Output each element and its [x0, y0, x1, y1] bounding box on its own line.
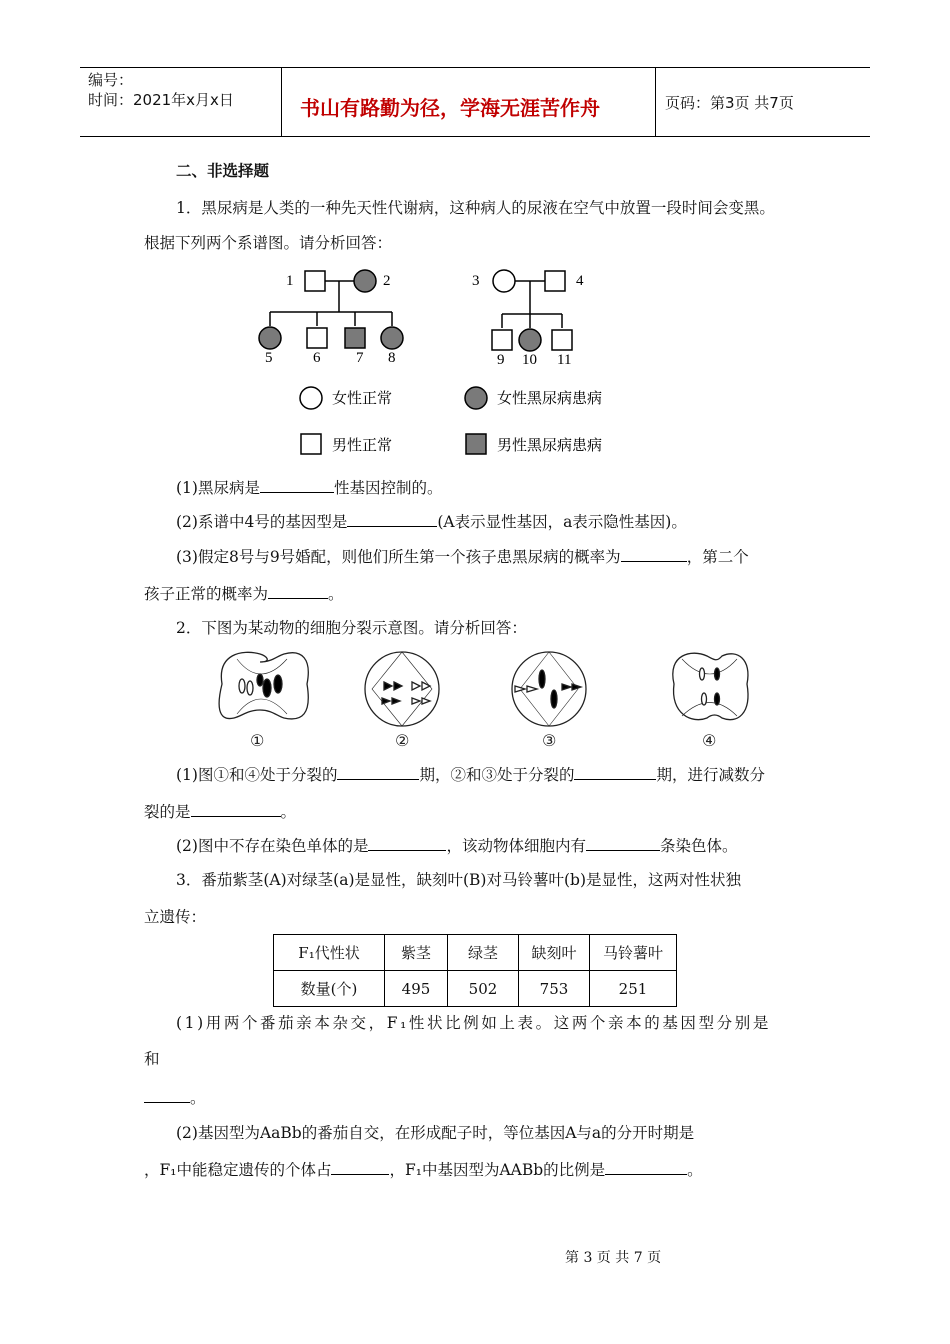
q2-sub2-blank1[interactable] — [368, 834, 446, 851]
pedigree-label-6: 6 — [313, 350, 321, 366]
table-cell: 495 — [385, 971, 448, 1007]
q2-sub1-blank2[interactable] — [574, 763, 656, 780]
page-footer: 第 3 页 共 7 页 — [565, 1250, 662, 1266]
legend-male-normal-label: 男性正常 — [332, 436, 393, 454]
pedigree-label-8: 8 — [388, 350, 396, 366]
f1-trait-table — [273, 934, 677, 1007]
q1-intro-line1: 1．黑尿病是人类的一种先天性代谢病，这种病人的尿液在空气中放置一段时间会变黑。 — [176, 199, 775, 217]
q2-intro: 2．下图为某动物的细胞分裂示意图。请分析回答： — [176, 619, 527, 637]
header-divider-right — [655, 67, 656, 136]
individual-6-male-normal — [307, 328, 327, 348]
q1-sub1: (1)黑尿病是 性基因控制的。 — [176, 476, 442, 499]
header-number-label: 编号： — [88, 71, 134, 89]
header-motto: 书山有路勤为径，学海无涯苦作舟 — [300, 96, 600, 120]
pedigree-family-2 — [492, 270, 572, 351]
table-header-cell: F₁代性状 — [274, 935, 385, 971]
pedigree-label-4: 4 — [576, 273, 584, 289]
individual-11-male-normal — [552, 330, 572, 350]
q1-sub3-blank1[interactable] — [621, 545, 687, 562]
q1-sub2: (2)系谱中4号的基因型是 (A表示显性基因，a表示隐性基因)。 — [176, 510, 687, 533]
cell-label-3: ③ — [542, 731, 557, 750]
pedigree-label-10: 10 — [522, 352, 537, 368]
individual-5-female-affected — [259, 327, 281, 349]
q1-sub1-blank[interactable] — [260, 476, 334, 493]
cell-2 — [365, 652, 439, 726]
pedigree-label-3: 3 — [472, 273, 480, 289]
table-header-cell: 紫茎 — [385, 935, 448, 971]
table-header-cell: 缺刻叶 — [519, 935, 590, 971]
q2-sub2-blank2[interactable] — [586, 834, 660, 851]
pedigree-diagram — [250, 262, 640, 462]
table-cell: 数量(个) — [274, 971, 385, 1007]
table-header-cell: 绿茎 — [448, 935, 519, 971]
header-page-label: 页码：第3页 共7页 — [665, 94, 794, 112]
q2-sub2: (2)图中不存在染色单体的是 ，该动物体细胞内有 条染色体。 — [176, 834, 738, 857]
table-cell: 502 — [448, 971, 519, 1007]
header-time-label: 时间：2021年x月x日 — [88, 91, 234, 109]
table-cell: 753 — [519, 971, 590, 1007]
pedigree-label-9: 9 — [497, 352, 505, 368]
cell-label-1: ① — [250, 731, 265, 750]
cell-1 — [219, 652, 308, 719]
legend-male-affected-symbol — [466, 434, 486, 454]
legend-female-normal-label: 女性正常 — [332, 389, 393, 407]
legend-female-affected-symbol — [465, 387, 487, 409]
individual-9-male-normal — [492, 330, 512, 350]
q1-sub3-blank2[interactable] — [268, 582, 328, 599]
legend-male-affected-label: 男性黑尿病患病 — [497, 436, 603, 454]
q3-sub1-blank[interactable] — [144, 1086, 190, 1103]
table-header-cell: 马铃薯叶 — [590, 935, 677, 971]
individual-3-female-normal — [493, 270, 515, 292]
header-divider-left — [281, 67, 282, 136]
pedigree-family-1 — [259, 270, 403, 349]
q2-sub1-blank3[interactable] — [191, 800, 281, 817]
header-bottom-rule — [80, 136, 870, 137]
individual-1-male-normal — [305, 271, 325, 291]
legend-female-normal-symbol — [300, 387, 322, 409]
cell-label-2: ② — [395, 731, 410, 750]
cell-label-4: ④ — [702, 731, 717, 750]
q2-sub1-line1: (1)图①和④处于分裂的 期，②和③处于分裂的 期，进行减数分 — [176, 763, 765, 786]
individual-10-female-affected — [519, 329, 541, 351]
cell-division-diagram — [212, 644, 762, 754]
table-row — [274, 971, 677, 1007]
pedigree-label-11: 11 — [557, 352, 572, 368]
table-header-row — [274, 935, 677, 971]
q3-intro-line1: 3．番茄紫茎(A)对绿茎(a)是显性，缺刻叶(B)对马铃薯叶(b)是显性，这两对性状独 — [176, 871, 741, 889]
q2-sub1-blank1[interactable] — [337, 763, 419, 780]
q1-sub3-line1: (3)假定8号与9号婚配，则他们所生第一个孩子患黑尿病的概率为 ，第二个 — [176, 545, 749, 568]
individual-8-female-affected — [381, 327, 403, 349]
individual-4-male-normal — [545, 271, 565, 291]
cell-3 — [512, 652, 586, 726]
q3-intro-line2: 立遗传： — [144, 908, 207, 926]
q1-sub3-line2: 孩子正常的概率为 。 — [144, 582, 344, 605]
legend-female-affected-label: 女性黑尿病患病 — [497, 389, 603, 407]
individual-2-female-affected — [354, 270, 376, 292]
q3-sub1-line1: (1)用两个番茄亲本杂交，F₁性状比例如上表。这两个亲本的基因型分别是 — [176, 1014, 771, 1032]
pedigree-label-2: 2 — [383, 273, 391, 289]
header-top-rule — [80, 67, 870, 68]
legend-male-normal-symbol — [301, 434, 321, 454]
q3-sub2-blank2[interactable] — [605, 1158, 687, 1175]
section-title: 二、非选择题 — [176, 161, 270, 180]
q3-sub2-blank1[interactable] — [331, 1158, 389, 1175]
q3-sub1-line3: 。 — [144, 1086, 206, 1109]
table-cell: 251 — [590, 971, 677, 1007]
q1-intro-line2: 根据下列两个系谱图。请分析回答： — [144, 234, 393, 252]
cell-4 — [673, 653, 748, 719]
q3-sub1-line2: 和 — [144, 1050, 160, 1068]
q2-sub1-line2: 裂的是 。 — [144, 800, 296, 823]
q1-sub2-blank[interactable] — [347, 510, 437, 527]
individual-7-male-affected — [345, 328, 365, 348]
pedigree-label-1: 1 — [286, 273, 294, 289]
pedigree-label-7: 7 — [356, 350, 364, 366]
pedigree-label-5: 5 — [265, 350, 273, 366]
q3-sub2-line1: (2)基因型为AaBb的番茄自交，在形成配子时，等位基因A与a的分开时期是 — [176, 1124, 695, 1142]
q3-sub2-line2: ，F₁中能稳定遗传的个体占 ，F₁中基因型为AABb的比例是 。 — [144, 1158, 703, 1181]
